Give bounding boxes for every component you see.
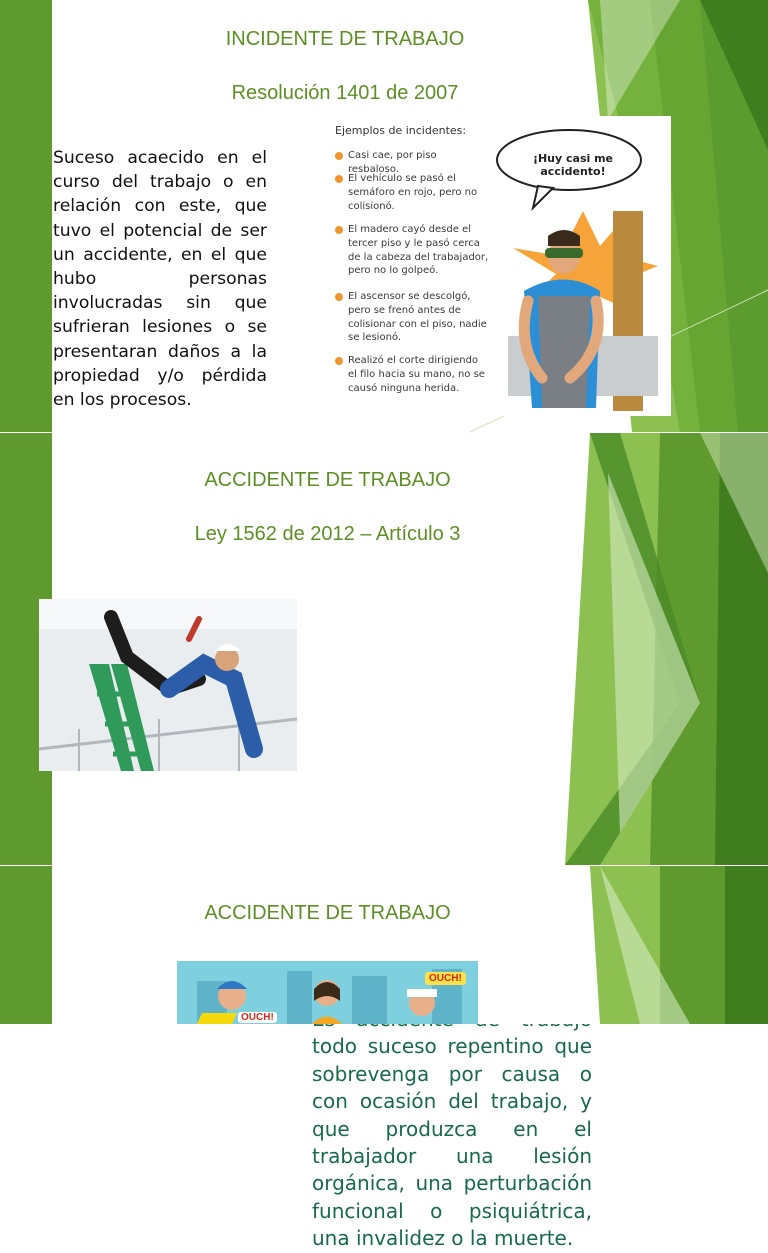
slide-accidente-ilustracion	[0, 866, 768, 1024]
bullet-icon	[335, 175, 343, 183]
slide-title: ACCIDENTE DE TRABAJO	[204, 469, 451, 491]
examples-heading: Ejemplos de incidentes:	[335, 124, 467, 137]
bullet-icon	[335, 152, 343, 160]
bullet-icon	[335, 293, 343, 301]
bullet-icon	[335, 226, 343, 234]
slide-subtitle: Resolución 1401 de 2007	[231, 82, 459, 104]
bullet-icon	[335, 357, 343, 365]
example-item: El ascensor se descolgó, pero se frenó antes de colisionar con el piso, nadie se lesionó.	[335, 290, 490, 345]
definition-text: Suceso acaecido en el curso del trabajo o en relación con este, que tuvo el potencial de ser un accidente, en el que hubo personas involucradas sin que sufrieran lesiones o se presentaran daños a la propiedad y/o pérdida en los procesos.	[53, 148, 267, 411]
example-item: Casi cae, por piso resbaloso.	[335, 149, 490, 177]
cartoon-workers-illustration	[177, 961, 478, 1024]
cartoon-illustration	[177, 961, 478, 1024]
slide-title: ACCIDENTE DE TRABAJO	[204, 902, 451, 924]
definition-text: todo suceso repentino que sobrevenga por causa o con ocasión del trabajo, y que produzca en el trabajador una lesión orgánica, una perturbación funcional o psiquiátrica, una invalidez o la muerte.	[312, 1034, 592, 1251]
speech-bubble-text: ¡Huy casi me accidento!	[532, 152, 614, 178]
slide-title: INCIDENTE DE TRABAJO	[225, 28, 465, 50]
falling-worker-photo	[39, 599, 297, 771]
falling-worker-illustration	[39, 599, 297, 771]
example-item: El madero cayó desde el tercer piso y le pasó cerca de la cabeza del trabajador, pero no lo golpeó.	[335, 223, 490, 278]
ouch-label: OUCH!	[238, 1012, 277, 1023]
slide-subtitle: Ley 1562 de 2012 – Artículo 3	[194, 523, 461, 545]
example-item: Realizó el corte dirigiendo el filo hacia su mano, no se causó ninguna herida.	[335, 354, 490, 395]
example-item: El vehículo se pasó el semáforo en rojo, pero no colisionó.	[335, 172, 490, 213]
ouch-label: OUCH!	[425, 972, 466, 985]
slide-incidente	[0, 0, 768, 432]
